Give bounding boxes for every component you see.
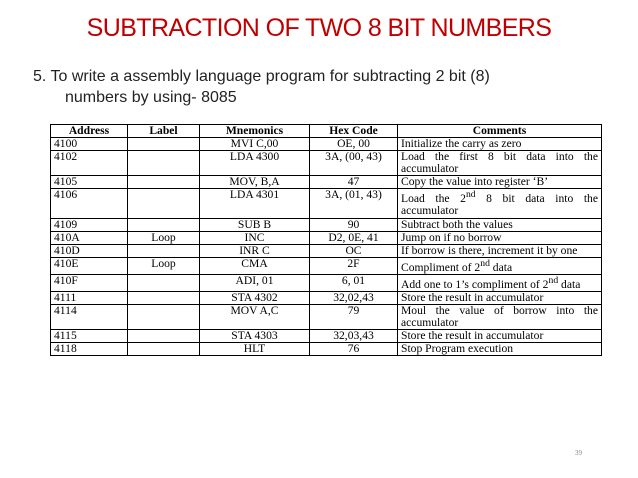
- comment-text: Load the 2: [401, 192, 466, 206]
- mnemonic-cell: STA 4303: [200, 329, 310, 342]
- hex-code-cell: 32,03,43: [310, 329, 398, 342]
- address-cell: 4114: [51, 304, 128, 329]
- hex-code-cell: D2, 0E, 41: [310, 231, 398, 244]
- header-mnemonics: Mnemonics: [200, 125, 310, 138]
- hex-code-cell: 47: [310, 176, 398, 189]
- label-cell: [128, 329, 200, 342]
- address-cell: 4100: [51, 138, 128, 151]
- hex-code-cell: 3A, (01, 43): [310, 189, 398, 218]
- table-row: [51, 257, 602, 274]
- comment-cell: Copy the value into register ‘B’: [398, 176, 602, 189]
- mnemonic-cell: HLT: [200, 343, 310, 356]
- hex-code-cell: 32,02,43: [310, 291, 398, 304]
- program-table: [50, 124, 602, 356]
- comment-cell: [398, 189, 602, 218]
- comment-text: data: [489, 260, 513, 274]
- comment-text: data: [558, 277, 581, 291]
- label-cell: [128, 291, 200, 304]
- ordinal-superscript: nd: [548, 274, 559, 286]
- hex-code-cell: 90: [310, 218, 398, 231]
- ordinal-superscript: nd: [465, 189, 476, 201]
- comment-text: Compliment of 2: [401, 260, 481, 274]
- table-row: [51, 244, 602, 257]
- address-cell: 410D: [51, 244, 128, 257]
- hex-code-cell: 79: [310, 304, 398, 329]
- address-cell: 4105: [51, 176, 128, 189]
- mnemonic-cell: MOV A,C: [200, 304, 310, 329]
- mnemonic-cell: LDA 4300: [200, 151, 310, 176]
- address-cell: 4109: [51, 218, 128, 231]
- mnemonic-cell: ADI, 01: [200, 274, 310, 291]
- address-cell: 4111: [51, 291, 128, 304]
- hex-code-cell: 2F: [310, 257, 398, 274]
- mnemonic-cell: MVI C,00: [200, 138, 310, 151]
- comment-cell: Store the result in accumulator: [398, 329, 602, 342]
- header-hex-code: Hex Code: [310, 125, 398, 138]
- label-cell: [128, 176, 200, 189]
- address-cell: 4118: [51, 343, 128, 356]
- intro-line-2: numbers by using- 8085: [65, 89, 237, 106]
- hex-code-cell: OE, 00: [310, 138, 398, 151]
- address-cell: 410E: [51, 257, 128, 274]
- address-cell: 4102: [51, 151, 128, 176]
- comment-cell: Load the first 8 bit data into the accumulator: [398, 151, 602, 176]
- slide-title: SUBTRACTION OF TWO 8 BIT NUMBERS: [86, 14, 552, 42]
- table-row: [51, 291, 602, 304]
- table-row: [51, 189, 602, 218]
- label-cell: Loop: [128, 257, 200, 274]
- table-row: [51, 329, 602, 342]
- ordinal-superscript: nd: [480, 257, 490, 269]
- table-row: [51, 138, 602, 151]
- comment-cell: Subtract both the values: [398, 218, 602, 231]
- address-cell: 4106: [51, 189, 128, 218]
- header-address: Address: [51, 125, 128, 138]
- label-cell: Loop: [128, 231, 200, 244]
- address-cell: 410A: [51, 231, 128, 244]
- label-cell: [128, 218, 200, 231]
- hex-code-cell: OC: [310, 244, 398, 257]
- hex-code-cell: 6, 01: [310, 274, 398, 291]
- label-cell: [128, 189, 200, 218]
- mnemonic-cell: SUB B: [200, 218, 310, 231]
- table-row: [51, 274, 602, 291]
- comment-cell: Store the result in accumulator: [398, 291, 602, 304]
- table-row: [51, 151, 602, 176]
- table-row: [51, 343, 602, 356]
- label-cell: [128, 244, 200, 257]
- address-cell: 410F: [51, 274, 128, 291]
- comment-cell: If borrow is there, increment it by one: [398, 244, 602, 257]
- table-header-row: [51, 125, 602, 138]
- mnemonic-cell: CMA: [200, 257, 310, 274]
- hex-code-cell: 3A, (00, 43): [310, 151, 398, 176]
- hex-code-cell: 76: [310, 343, 398, 356]
- label-cell: [128, 151, 200, 176]
- comment-text: 8 bit data into the accumulator: [401, 192, 598, 218]
- mnemonic-cell: INC: [200, 231, 310, 244]
- table-row: [51, 231, 602, 244]
- label-cell: [128, 343, 200, 356]
- comment-cell: [398, 274, 602, 291]
- intro-line-1: 5. To write a assembly language program for subtracting 2 bit (8): [33, 68, 490, 85]
- mnemonic-cell: STA 4302: [200, 291, 310, 304]
- table-row: [51, 304, 602, 329]
- label-cell: [128, 138, 200, 151]
- comment-cell: Initialize the carry as zero: [398, 138, 602, 151]
- header-label: Label: [128, 125, 200, 138]
- address-cell: 4115: [51, 329, 128, 342]
- mnemonic-cell: MOV, B,A: [200, 176, 310, 189]
- page-number: 39: [575, 449, 582, 457]
- label-cell: [128, 274, 200, 291]
- intro-text: [33, 66, 613, 108]
- label-cell: [128, 304, 200, 329]
- mnemonic-cell: LDA 4301: [200, 189, 310, 218]
- table-row: [51, 176, 602, 189]
- comment-cell: Jump on if no borrow: [398, 231, 602, 244]
- mnemonic-cell: INR C: [200, 244, 310, 257]
- comment-cell: Moul the value of borrow into the accumulator: [398, 304, 602, 329]
- comment-text: Add one to 1’s compliment of 2: [401, 277, 549, 291]
- table-row: [51, 218, 602, 231]
- header-comments: Comments: [398, 125, 602, 138]
- comment-cell: Stop Program execution: [398, 343, 602, 356]
- comment-cell: [398, 257, 602, 274]
